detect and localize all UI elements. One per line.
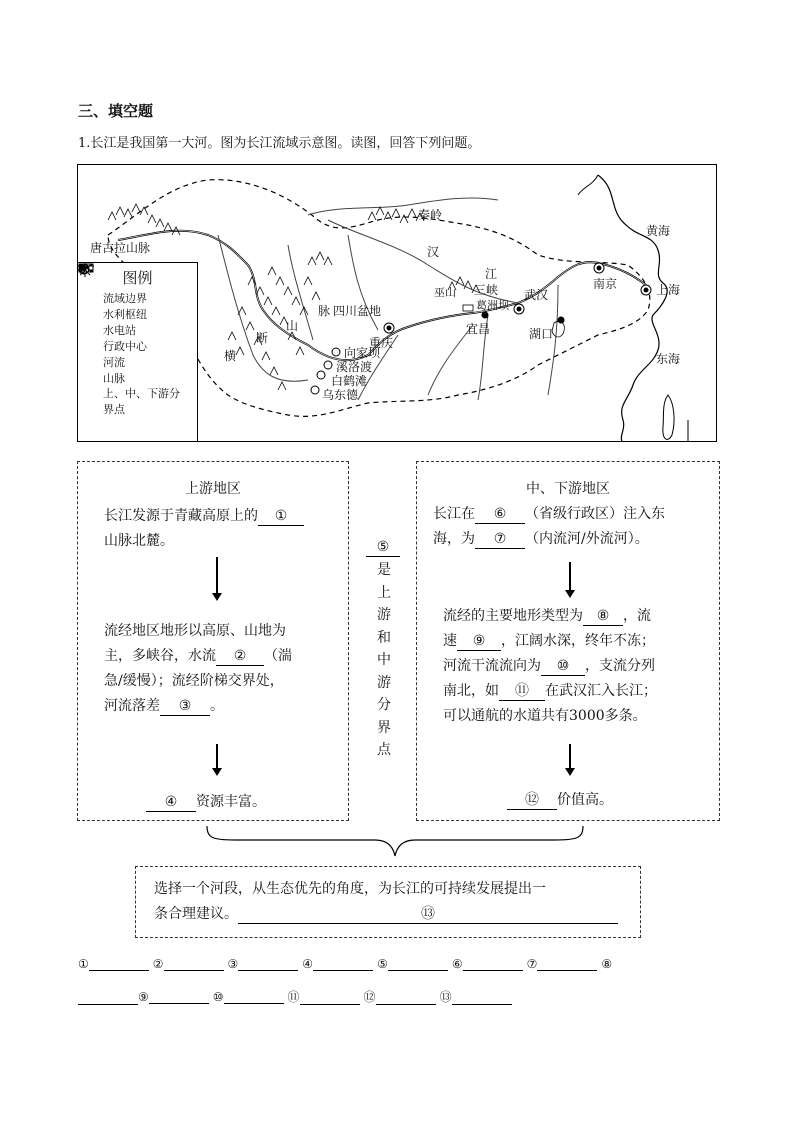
answer-number: ⑪	[287, 990, 300, 1004]
answer-item	[302, 957, 373, 971]
answer-item	[228, 957, 299, 971]
lower-paragraph-2	[443, 604, 717, 729]
text-segment: 流经地区地形以高原、山地为	[104, 623, 286, 639]
blank-1[interactable]: ①	[258, 507, 304, 526]
text-segment: 。	[210, 698, 224, 714]
upper-paragraph-1	[104, 504, 344, 554]
label-xiluodu: 溪洛渡	[336, 360, 373, 374]
blank-2[interactable]: ②	[216, 647, 264, 666]
blank-11[interactable]: ⑪	[499, 682, 545, 701]
label-nanjing: 南京	[593, 277, 618, 291]
blank-3[interactable]: ③	[160, 697, 210, 716]
vertical-char: 上	[377, 584, 391, 601]
text-segment: 主，多峡谷，水流	[104, 648, 216, 664]
vertical-char: 游	[377, 607, 391, 623]
lower-paragraph-1	[433, 502, 717, 552]
text-segment: 选择一个河段，从生态优先的角度，为长江的可持续发展提出一	[154, 881, 546, 897]
vertical-char: 分	[377, 697, 391, 713]
answer-line[interactable]	[537, 958, 597, 971]
yangtze-basin-map	[77, 164, 717, 442]
blank-9[interactable]: ⑨	[457, 632, 501, 651]
vertical-char: 界	[377, 719, 391, 736]
text-segment: 河流落差	[104, 698, 160, 714]
arrow-down-icon	[569, 744, 571, 774]
text-segment: ，支流分列	[585, 658, 655, 674]
vertical-char: 和	[377, 629, 391, 646]
dam-symbol	[463, 305, 473, 311]
label-chongqing: 重庆	[369, 336, 394, 350]
text-segment: （湍	[264, 648, 292, 664]
label-baihetan: 白鹤滩	[331, 374, 368, 388]
upper-title: 上游地区	[185, 481, 241, 497]
label-yichang: 宜昌	[466, 322, 491, 336]
blank-10[interactable]: ⑩	[541, 657, 585, 676]
label-heng: 横	[224, 349, 237, 363]
legend-row	[78, 338, 197, 354]
text-segment: 在武汉汇入长江；	[545, 683, 657, 699]
answer-line[interactable]	[376, 992, 436, 1005]
vertical-char: 点	[377, 742, 391, 758]
yellow-river	[308, 198, 498, 215]
label-sichuan: 四川盆地	[333, 304, 382, 318]
text-segment: （省级行政区）注入东	[525, 506, 665, 522]
text-segment: 长江在	[433, 506, 475, 522]
text-segment: 长江发源于青藏高原上的	[104, 508, 258, 524]
answer-item	[377, 957, 448, 971]
label-donghai: 东海	[656, 352, 681, 366]
arrow-down-icon	[216, 744, 218, 774]
answer-line[interactable]	[164, 958, 224, 971]
text-segment: 条合理建议。	[154, 906, 238, 922]
label-wudongde: 乌东德	[322, 388, 359, 402]
text-segment: ，江阔水深，终年不冻；	[501, 633, 655, 649]
answer-row-2	[78, 988, 516, 1005]
text-segment: 南北，如	[443, 683, 499, 699]
lower-reaches-box	[416, 461, 720, 821]
answer-number: ②	[152, 957, 164, 971]
legend-label: 水电站	[103, 324, 136, 337]
text-segment: 可以通航的水道共有3000多条。	[443, 708, 647, 724]
mountain-icon	[84, 372, 100, 384]
answer-number: ⑩	[212, 990, 224, 1004]
answer-number: ③	[227, 957, 239, 971]
legend-row	[78, 290, 197, 306]
legend-label: 水利枢纽	[103, 308, 147, 321]
label-xiangjiaba: 向家坝	[344, 346, 381, 360]
lower-paragraph-3	[507, 788, 707, 813]
dam-icon	[84, 308, 100, 320]
answer-item	[213, 990, 284, 1004]
answer-item	[364, 988, 436, 1005]
blank-12[interactable]: ⑫	[507, 791, 557, 810]
upper-paragraph-2	[104, 619, 344, 719]
blank-7[interactable]: ⑦	[475, 530, 525, 549]
coastline	[598, 175, 667, 442]
text-segment: 海，为	[433, 531, 475, 547]
answer-line[interactable]	[313, 958, 373, 971]
legend-title: 图例	[122, 269, 153, 287]
answer-number: ①	[78, 957, 89, 971]
legend-label: 流域边界	[103, 292, 147, 305]
text-segment: 河流干流流向为	[443, 658, 541, 674]
text-segment: 价值高。	[557, 792, 613, 808]
answer-line[interactable]	[89, 958, 149, 971]
answer-item	[288, 988, 360, 1005]
answer-line[interactable]	[388, 958, 448, 971]
answer-line[interactable]	[300, 992, 360, 1005]
label-jiang: 江	[485, 267, 498, 281]
question-text: 1.长江是我国第一大河。图为长江流域示意图。读图，回答下列问题。	[78, 136, 481, 151]
blank-4[interactable]: ④	[146, 793, 196, 812]
label-qinling: 秦岭	[418, 208, 443, 222]
label-hukou: 湖口	[529, 327, 554, 341]
river-icon	[84, 356, 100, 368]
answer-line[interactable]	[463, 958, 523, 971]
answer-item	[527, 957, 598, 971]
answer-line[interactable]	[78, 992, 138, 1005]
division-points	[482, 312, 565, 324]
answer-item	[440, 988, 512, 1005]
suggestion-box	[135, 866, 641, 938]
suggestion-text	[154, 877, 634, 927]
legend-label: 山脉	[103, 372, 125, 385]
answer-number: ⑥	[451, 957, 463, 971]
answer-number: ⑤	[377, 957, 388, 971]
answer-number: ④	[302, 957, 314, 971]
answer-number: ⑫	[363, 990, 376, 1004]
text-segment: 资源丰富。	[196, 794, 266, 810]
section-title: 三、填空题	[78, 102, 154, 120]
answer-item	[601, 957, 612, 971]
legend-row	[78, 306, 197, 322]
text-segment: 流经的主要地形类型为	[443, 608, 583, 624]
legend-label: 河流	[103, 356, 125, 369]
answer-number: ⑨	[138, 990, 149, 1004]
blank-6[interactable]: ⑥	[475, 505, 525, 524]
label-shan: 山	[286, 319, 299, 333]
arrow-down-icon	[569, 562, 571, 596]
vertical-char: 游	[377, 674, 391, 691]
lower-title: 中、下游地区	[526, 481, 610, 497]
label-huanghai: 黄海	[646, 224, 671, 238]
legend-label: 上、中、下游分界点	[103, 387, 180, 416]
boundary-point-column	[366, 536, 402, 762]
answer-row-1	[78, 957, 616, 971]
text-segment: 山脉北麓。	[104, 533, 174, 549]
answer-line[interactable]	[452, 992, 512, 1005]
poyang-lake	[552, 321, 564, 337]
answer-number: ⑧	[601, 957, 613, 971]
label-wushan: 巫山	[434, 286, 456, 299]
dashed-boundary-icon	[84, 292, 100, 304]
upper-reaches-box	[77, 461, 349, 821]
division-point-icon	[84, 388, 100, 400]
label-shanghai: 上海	[656, 283, 681, 297]
coastline-north	[578, 175, 598, 195]
answer-line[interactable]	[238, 958, 298, 971]
curly-brace-icon	[205, 824, 585, 860]
blank-5[interactable]: ⑤	[366, 538, 400, 557]
answer-number: ⑦	[526, 957, 538, 971]
hydro-station-icon	[84, 324, 100, 336]
answer-item	[138, 990, 209, 1004]
text-segment: 速	[443, 633, 457, 649]
taiwan-island	[663, 395, 674, 439]
legend-row	[78, 322, 197, 338]
answer-line[interactable]	[224, 991, 284, 1004]
label-duan: 断	[256, 331, 269, 345]
legend-row	[78, 370, 197, 386]
admin-center-icon	[84, 340, 100, 352]
answer-number: ⑬	[439, 990, 452, 1004]
blank-8[interactable]: ⑧	[583, 607, 623, 626]
text-segment: ，流	[623, 608, 651, 624]
label-tanggula: 唐古拉山脉	[90, 241, 151, 255]
label-sanxia: 三峡	[474, 283, 499, 297]
label-han: 汉	[427, 245, 440, 259]
blank-13[interactable]: ⑬	[238, 905, 618, 924]
answer-line[interactable]	[149, 991, 209, 1004]
answer-item	[452, 957, 523, 971]
upper-paragraph-3	[146, 790, 346, 815]
answer-item	[153, 957, 224, 971]
text-segment: （内流河/外流河）。	[525, 531, 649, 547]
text-segment: 急/缓慢）；流经阶梯交界处，	[104, 673, 284, 689]
label-mai: 脉	[318, 304, 331, 318]
vertical-char: 是	[377, 562, 391, 578]
vertical-text	[366, 559, 402, 762]
vertical-char: 中	[377, 652, 391, 668]
legend-row	[78, 354, 197, 370]
legend-label: 行政中心	[103, 340, 147, 353]
answer-item	[78, 957, 149, 971]
label-wuhan: 武汉	[524, 288, 549, 302]
label-gezhouba: 葛洲坝	[476, 299, 509, 312]
arrow-down-icon	[216, 557, 218, 599]
legend-row	[78, 386, 197, 418]
map-legend	[78, 262, 198, 442]
